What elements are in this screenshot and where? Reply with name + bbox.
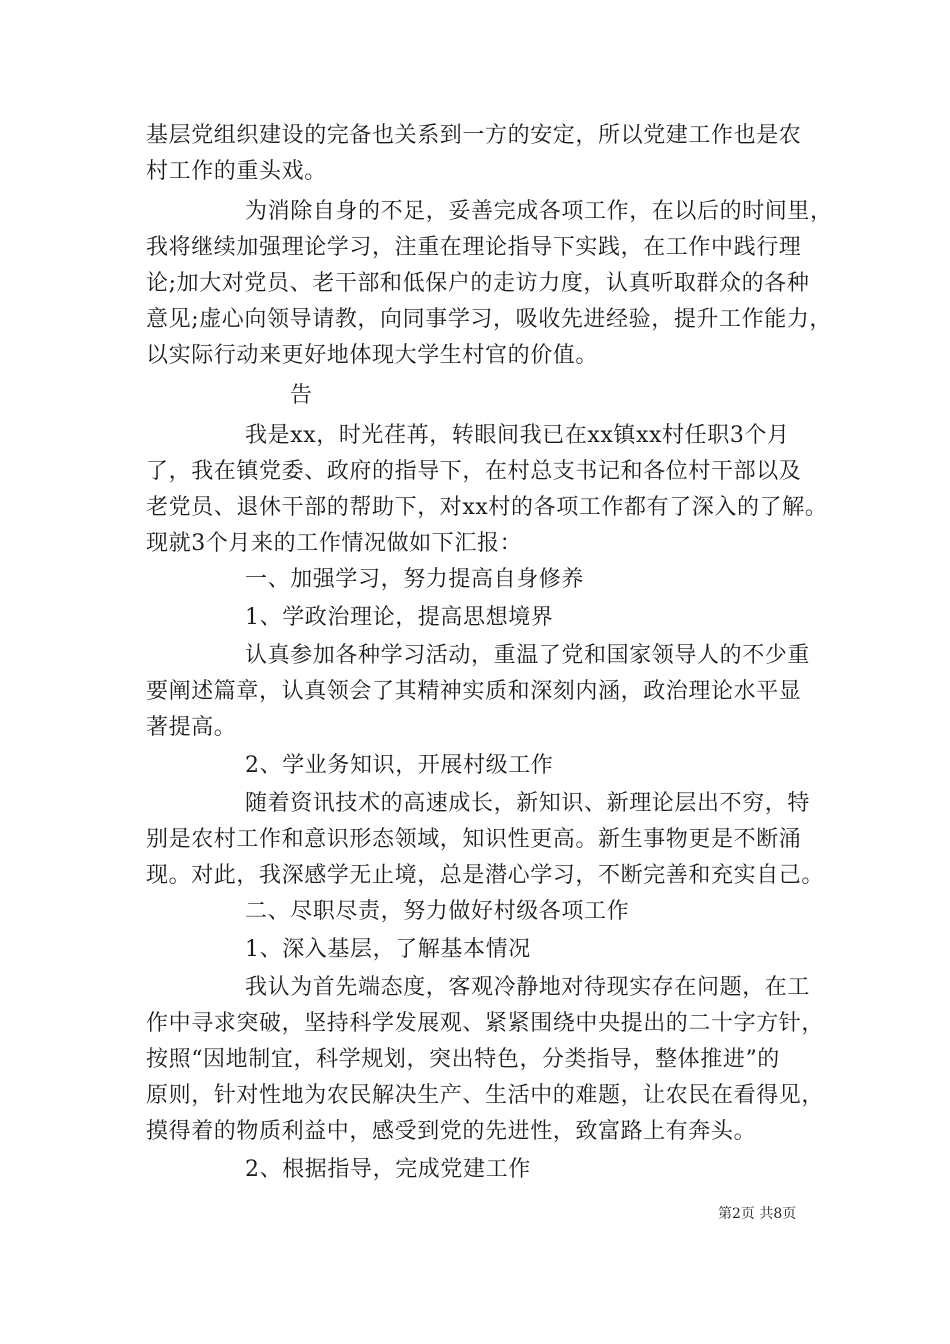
page-number-footer: 第2页 共8页	[718, 1206, 797, 1222]
text-line: 了，我在镇党委、政府的指导下，在村总支书记和各位村干部以及	[146, 459, 802, 484]
text-line: 原则，针对性地为农民解决生产、生活中的难题，让农民在看得见，	[146, 1083, 825, 1108]
text-line: 基层党组织建设的完备也关系到一方的安定，所以党建工作也是农	[146, 123, 802, 148]
text-line: 按照“因地制宜，科学规划，突出特色，分类指导，整体推进”的	[146, 1047, 780, 1072]
text-line: 以实际行动来更好地体现大学生村官的价值。	[146, 343, 599, 368]
heading-line: 二、尽职尽责，努力做好村级各项工作	[245, 899, 630, 924]
text-line: 作中寻求突破，坚持科学发展观、紧紧围绕中央提出的二十字方针，	[146, 1011, 825, 1036]
text-line: 村工作的重头戏。	[146, 159, 327, 184]
text-line: 现就3个月来的工作情况做如下汇报：	[146, 531, 523, 556]
text-line: 著提高。	[146, 715, 237, 740]
heading-line: 一、加强学习，努力提高自身修养	[245, 567, 585, 592]
text-line: 我是xx，时光荏苒，转眼间我已在xx镇xx村任职3个月	[245, 423, 790, 448]
text-line: 我认为首先端态度，客观冷静地对待现实存在问题，在工	[245, 975, 811, 1000]
text-line: 随着资讯技术的高速成长，新知识、新理论层出不穷，特	[245, 791, 811, 816]
text-line: 为消除自身的不足，妥善完成各项工作，在以后的时间里，	[245, 199, 833, 224]
text-line: 意见;虚心向领导请教，向同事学习，吸收先进经验，提升工作能力，	[146, 307, 833, 332]
text-line: 老党员、退休干部的帮助下，对xx村的各项工作都有了深入的了解。	[146, 495, 828, 520]
text-line: 论;加大对党员、老干部和低保户的走访力度，认真听取群众的各种	[146, 271, 810, 296]
text-line: 摸得着的物质利益中，感受到党的先进性，致富路上有奔头。	[146, 1119, 757, 1144]
text-line: 别是农村工作和意识形态领域，知识性更高。新生事物更是不断涌	[146, 827, 802, 852]
subheading-line: 2、根据指导，完成党建工作	[245, 1157, 531, 1182]
text-line: 我将继续加强理论学习，注重在理论指导下实践，在工作中践行理	[146, 235, 802, 260]
text-line: 要阐述篇章，认真领会了其精神实质和深刻内涵，政治理论水平显	[146, 679, 802, 704]
subheading-line: 2、学业务知识，开展村级工作	[245, 753, 554, 778]
section-title: 告	[290, 383, 313, 408]
text-line: 现。对此，我深感学无止境，总是潜心学习，不断完善和充实自己。	[146, 863, 825, 888]
subheading-line: 1、深入基层，了解基本情况	[245, 937, 531, 962]
text-line: 认真参加各种学习活动，重温了党和国家领导人的不少重	[245, 643, 811, 668]
subheading-line: 1、学政治理论，提高思想境界	[245, 605, 554, 630]
